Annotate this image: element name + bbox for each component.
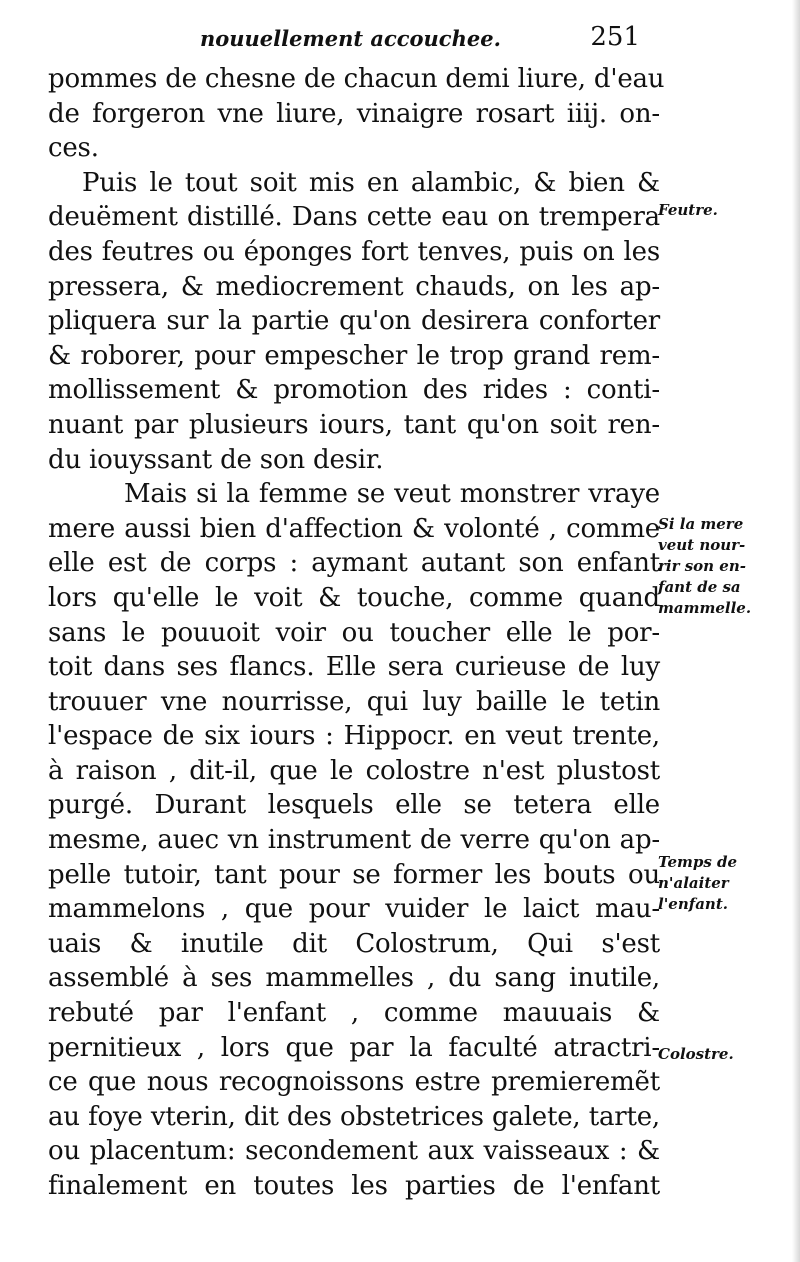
text-line: elle est de corps : aymant autant son enfant — [48, 548, 660, 579]
margin-note-line: Colostre. — [658, 1045, 734, 1063]
text-line: l'espace de six iours : Hippocr. en veut trente, — [48, 721, 660, 752]
margin-note-line: veut nour- — [658, 536, 746, 554]
text-line: purgé. Durant lesquels elle se tetera elle — [48, 790, 660, 821]
margin-note-line: Feutre. — [658, 201, 718, 219]
scan-edge-shadow — [792, 0, 800, 1262]
margin-note-line: fant de sa — [658, 578, 741, 596]
text-line: des feutres ou éponges fort tenves, puis on les — [48, 236, 660, 267]
text-line: deuëment distillé. Dans cette eau on trempera — [48, 202, 660, 233]
paragraph-start-line: Puis le tout soit mis en alambic, & bien & — [82, 167, 660, 198]
text-line: pressera, & mediocrement chauds, on les ap- — [48, 271, 660, 302]
text-line: du iouyssant de son desir. — [48, 444, 384, 475]
margin-note-si-la-mere — [658, 514, 798, 619]
text-line: assemblé à ses mammelles , du sang inutile, — [48, 963, 660, 994]
text-line: mere aussi bien d'affection & volonté , comme — [48, 513, 660, 544]
margin-note-line: n'alaiter — [658, 874, 729, 892]
text-line: au foye vterin, dit des obstetrices galete, tarte, — [48, 1101, 660, 1132]
text-line: mollissement & promotion des rides : conti- — [48, 375, 660, 406]
margin-note-line: Si la mere — [658, 515, 744, 533]
margin-note-line: l'enfant. — [658, 895, 728, 913]
text-line: pernitieux , lors que par la faculté atractri- — [48, 1032, 660, 1063]
text-line: de forgeron vne liure, vinaigre rosart iiij. on- — [48, 98, 660, 129]
text-line: ou placentum: secondement aux vaisseaux : & — [48, 1136, 660, 1167]
text-line: nuant par plusieurs iours, tant qu'on soit ren- — [48, 409, 660, 440]
text-line: toit dans ses flancs. Elle sera curieuse de luy — [48, 652, 660, 683]
text-line: ces. — [48, 133, 99, 164]
text-line: mammelons , que pour vuider le laict mau- — [48, 894, 660, 925]
text-line: uais & inutile dit Colostrum, Qui s'est — [48, 928, 660, 959]
page-number: 251 — [590, 22, 640, 52]
body-text — [48, 62, 665, 1204]
text-line: trouuer vne nourrisse, qui luy baille le tetin — [48, 686, 660, 717]
margin-note-colostre — [658, 1044, 798, 1065]
text-line: pliquera sur la partie qu'on desirera conforter — [48, 306, 660, 337]
margin-note-line: mammelle. — [658, 599, 752, 617]
text-line: & roborer, pour empescher le trop grand rem- — [48, 340, 660, 371]
margin-note-temps — [658, 852, 798, 915]
margin-note-line: rir son en- — [658, 557, 746, 575]
text-line: à raison , dit-il, que le colostre n'est plustost — [48, 755, 660, 786]
running-header — [200, 22, 640, 56]
text-line: mesme, auec vn instrument de verre qu'on ap- — [48, 825, 660, 856]
paragraph-start-line: Mais si la femme se veut monstrer vraye — [124, 479, 660, 510]
running-title: nouuellement accouchee. — [200, 26, 501, 51]
text-line: rebuté par l'enfant , comme mauuais & — [48, 998, 660, 1029]
text-line: lors qu'elle le voit & touche, comme quand — [48, 582, 660, 613]
margin-note-line: Temps de — [658, 853, 738, 871]
text-line: ce que nous recognoissons estre premieremẽt — [48, 1067, 660, 1098]
margin-note-feutre — [658, 200, 798, 221]
text-line: finalement en toutes les parties de l'enfant — [48, 1171, 660, 1201]
text-line: sans le pouuoit voir ou toucher elle le por- — [48, 617, 660, 648]
text-line: pelle tutoir, tant pour se former les bouts ou — [48, 859, 660, 890]
text-line: pommes de chesne de chacun demi liure, d'eau — [48, 64, 665, 94]
